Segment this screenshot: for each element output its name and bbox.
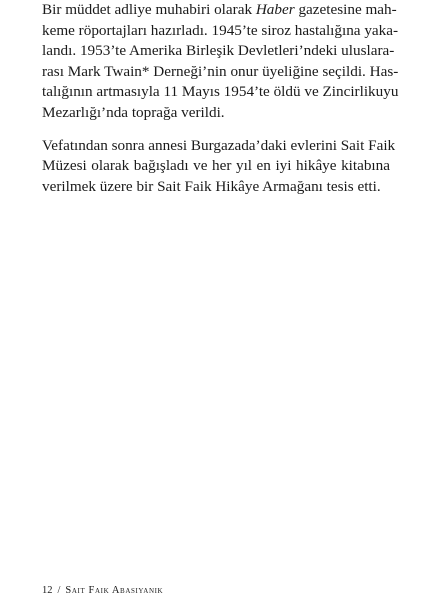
page-number: 12 [42,585,53,596]
text-line: talığının artmasıyla 11 Mayıs 1954’te öldü ve Zincirlikuyu [42,83,399,101]
text-line: Müzesi olarak bağışladı ve her yıl en iyi hikâye kitabına [42,157,390,175]
paragraph-gap [42,124,390,136]
body-text [42,0,399,197]
text-line: keme röportajları hazırladı. 1945’te siroz hastalığına yaka- [42,21,399,39]
text-line: Bir müddet adliye muhabiri olarak Haber gazetesine mah- [42,1,397,18]
text-line: verilmek üzere bir Sait Faik Hikâye Armağanı tesis etti. [42,177,381,195]
running-head: Sait Faik Abasıyanık [65,585,164,596]
newspaper-title: Haber [255,1,295,18]
paragraph [42,136,396,198]
text-line: Vefatından sonra annesi Burgazada’daki evlerini Sait Faik [42,136,396,154]
text-line: landı. 1953’te Amerika Birleşik Devletleri’ndeki uluslara- [42,42,395,60]
footer-separator: / [57,585,61,596]
page-footer [42,585,163,597]
text-line: Mezarlığı’nda toprağa verildi. [42,103,225,121]
paragraph [42,0,399,124]
text-line: rası Mark Twain* Derneği’nin onur üyeliğine seçildi. Has- [42,62,399,80]
